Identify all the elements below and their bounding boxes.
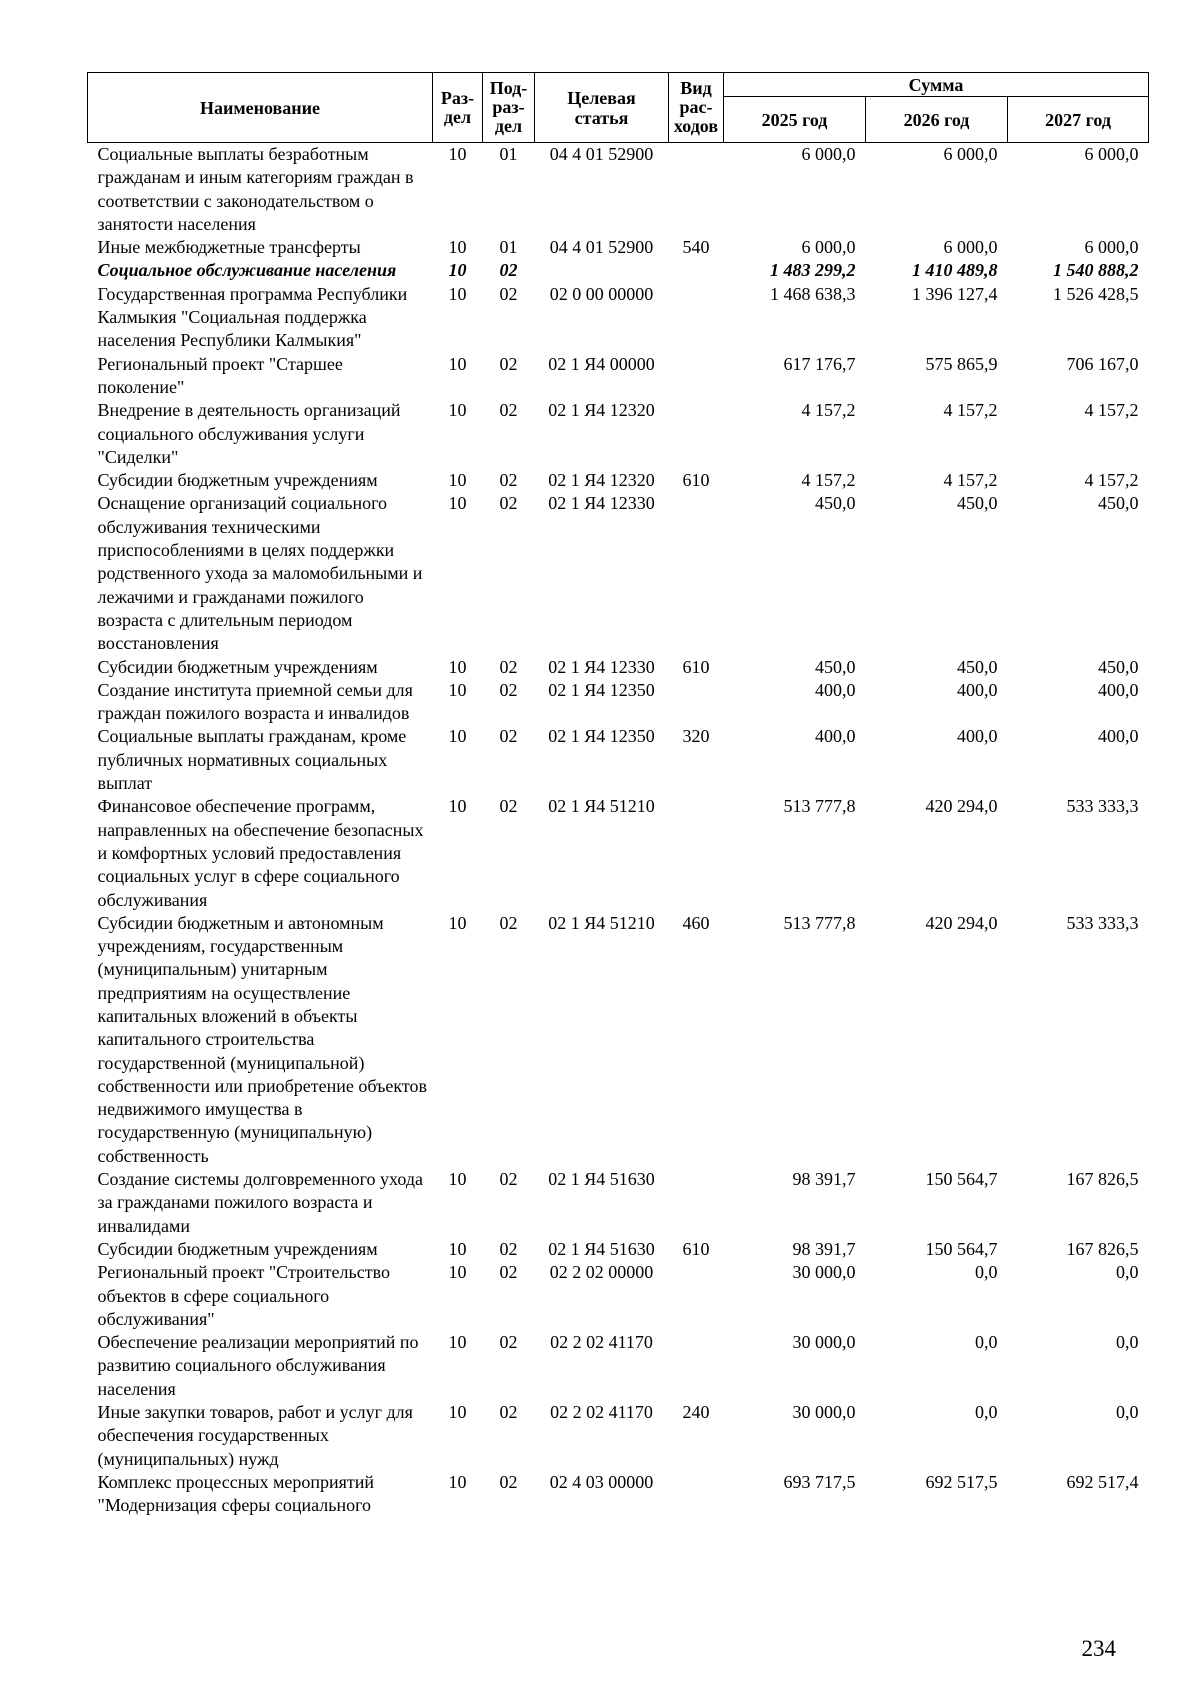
cell-target-article: 02 1 Я4 12330 — [548, 656, 655, 677]
header-razdel: Раз- дел — [433, 73, 483, 143]
cell-target-article — [535, 259, 669, 282]
cell-sum-2025: 30 000,0 — [792, 1262, 856, 1283]
cell-target-article: 02 1 Я4 12330 — [548, 493, 655, 514]
cell-sum-2026: 400,0 — [957, 726, 998, 747]
cell-sum-2025: 450,0 — [815, 656, 856, 677]
cell-target-article: 02 0 00 00000 — [549, 283, 654, 304]
cell-name: Субсидии бюджетным и автономным учреждениям, государственным (муниципальным) унитарным предприятиям на осуществление капитальных вложений в объекты капитального строительства государственной (муниципальной) собственности или приобретение объектов недвижимого имущества в государственную (муниципальную) собственность — [97, 912, 428, 1166]
cell-sum-2026: 0,0 — [975, 1262, 998, 1283]
cell-sum-2025: 6 000,0 — [801, 237, 856, 258]
table-row — [88, 492, 1149, 655]
table-header — [88, 73, 1149, 143]
cell-podrazdel: 02 — [499, 353, 518, 374]
cell-sum-2027: 0,0 — [1116, 1332, 1139, 1353]
table-row — [88, 259, 1149, 282]
cell-sum-2025: 513 777,8 — [783, 796, 856, 817]
cell-target-article: 02 1 Я4 51210 — [548, 912, 655, 933]
table-row — [88, 1471, 1149, 1518]
table-row — [88, 1238, 1149, 1261]
cell-razdel: 10 — [448, 912, 467, 933]
cell-target-article: 02 2 02 41170 — [550, 1332, 653, 1353]
cell-sum-2026: 0,0 — [975, 1332, 998, 1353]
cell-sum-2027: 400,0 — [1098, 726, 1139, 747]
cell-target-article: 02 4 03 00000 — [549, 1471, 654, 1492]
cell-expense-type: 610 — [682, 656, 710, 677]
table-row — [88, 725, 1149, 795]
cell-name: Субсидии бюджетным учреждениям — [97, 656, 378, 677]
cell-sum-2027: 6 000,0 — [1084, 237, 1139, 258]
cell-sum-2027: 4 157,2 — [1084, 470, 1139, 491]
cell-sum-2026: 4 157,2 — [943, 470, 998, 491]
table-row — [88, 912, 1149, 1168]
page-number: 234 — [1081, 1636, 1116, 1661]
cell-name: Оснащение организаций социального обслуживания техническими приспособлениями в целях поддержки родственного ухода за маломобильными и лежачими и гражданами пожилого возраста с длительным периодом восстановления — [97, 493, 423, 654]
cell-sum-2027: 450,0 — [1098, 656, 1139, 677]
cell-expense-type — [669, 399, 724, 469]
cell-sum-2026: 1 410 489,8 — [912, 260, 998, 281]
cell-razdel: 10 — [448, 237, 467, 258]
cell-name: Комплекс процессных мероприятий "Модернизация сферы социального — [97, 1471, 375, 1516]
cell-name: Региональный проект "Строительство объектов в сфере социального обслуживания" — [97, 1262, 390, 1329]
table-body — [88, 143, 1149, 1518]
cell-sum-2025: 693 717,5 — [783, 1471, 856, 1492]
cell-razdel: 10 — [448, 1471, 467, 1492]
cell-target-article: 02 1 Я4 12350 — [548, 679, 655, 700]
cell-expense-type — [669, 353, 724, 400]
cell-name: Обеспечение реализации мероприятий по развитию социального обслуживания населения — [97, 1332, 419, 1399]
cell-sum-2025: 617 176,7 — [783, 353, 856, 374]
cell-target-article: 04 4 01 52900 — [549, 144, 654, 164]
cell-razdel: 10 — [448, 1238, 467, 1259]
cell-target-article: 02 2 02 00000 — [549, 1262, 654, 1283]
table-row — [88, 236, 1149, 259]
cell-name: Создание института приемной семьи для граждан пожилого возраста и инвалидов — [97, 679, 413, 724]
table-row — [88, 143, 1149, 237]
header-sum: Сумма — [724, 73, 1149, 97]
cell-sum-2027: 400,0 — [1098, 679, 1139, 700]
cell-sum-2026: 400,0 — [957, 679, 998, 700]
cell-target-article: 02 1 Я4 12350 — [548, 726, 655, 747]
cell-sum-2026: 420 294,0 — [925, 912, 998, 933]
cell-sum-2027: 1 540 888,2 — [1053, 260, 1139, 281]
cell-sum-2027: 533 333,3 — [1066, 796, 1139, 817]
cell-podrazdel: 02 — [499, 1332, 518, 1353]
cell-sum-2026: 6 000,0 — [943, 144, 998, 164]
cell-podrazdel: 01 — [499, 237, 518, 258]
cell-expense-type — [669, 679, 724, 726]
cell-podrazdel: 02 — [499, 1262, 518, 1283]
cell-target-article: 04 4 01 52900 — [549, 237, 654, 258]
cell-razdel: 10 — [448, 656, 467, 677]
table-row — [88, 1168, 1149, 1238]
cell-sum-2026: 0,0 — [975, 1402, 998, 1423]
cell-target-article: 02 2 02 41170 — [550, 1402, 653, 1423]
cell-sum-2026: 150 564,7 — [925, 1169, 998, 1190]
cell-podrazdel: 02 — [499, 260, 518, 281]
cell-name: Региональный проект "Старшее поколение" — [97, 353, 343, 397]
cell-podrazdel: 02 — [499, 679, 518, 700]
cell-sum-2027: 692 517,4 — [1066, 1471, 1139, 1492]
cell-name: Социальные выплаты гражданам, кроме публичных нормативных социальных выплат — [97, 726, 407, 794]
cell-name: Социальное обслуживание населения — [97, 260, 397, 281]
cell-razdel: 10 — [448, 1402, 467, 1423]
cell-razdel: 10 — [448, 1262, 467, 1283]
cell-podrazdel: 02 — [499, 283, 518, 304]
cell-expense-type — [669, 492, 724, 655]
cell-sum-2025: 400,0 — [815, 679, 856, 700]
header-year-2026: 2026 год — [866, 97, 1008, 143]
cell-podrazdel: 02 — [499, 1402, 518, 1423]
cell-sum-2027: 533 333,3 — [1066, 912, 1139, 933]
cell-expense-type: 320 — [682, 726, 710, 747]
budget-table — [87, 72, 1149, 1518]
cell-sum-2026: 575 865,9 — [925, 353, 998, 374]
cell-sum-2026: 4 157,2 — [943, 400, 998, 421]
cell-target-article: 02 1 Я4 12320 — [548, 470, 655, 491]
cell-sum-2027: 706 167,0 — [1066, 353, 1139, 374]
header-podrazdel: Под- раз- дел — [483, 73, 535, 143]
cell-name: Субсидии бюджетным учреждениям — [97, 470, 378, 491]
cell-sum-2027: 1 526 428,5 — [1053, 283, 1139, 304]
cell-expense-type — [669, 143, 724, 237]
cell-name: Создание системы долговременного ухода за гражданами пожилого возраста и инвалидами — [97, 1169, 423, 1236]
cell-expense-type: 460 — [682, 912, 710, 933]
cell-razdel: 10 — [448, 1332, 467, 1353]
header-expense-type: Вид рас- ходов — [669, 73, 724, 143]
cell-sum-2027: 450,0 — [1098, 493, 1139, 514]
cell-podrazdel: 02 — [499, 493, 518, 514]
cell-razdel: 10 — [448, 400, 467, 421]
cell-razdel: 10 — [448, 144, 467, 164]
header-year-2027: 2027 год — [1008, 97, 1149, 143]
cell-razdel: 10 — [448, 726, 467, 747]
cell-expense-type — [669, 795, 724, 911]
cell-sum-2027: 167 826,5 — [1066, 1238, 1139, 1259]
cell-target-article: 02 1 Я4 00000 — [548, 353, 655, 374]
cell-razdel: 10 — [448, 796, 467, 817]
cell-razdel: 10 — [448, 260, 467, 281]
cell-sum-2025: 30 000,0 — [792, 1402, 856, 1423]
table-row — [88, 353, 1149, 400]
cell-sum-2025: 98 391,7 — [792, 1238, 856, 1259]
cell-expense-type — [669, 283, 724, 353]
table-row — [88, 399, 1149, 469]
cell-sum-2025: 400,0 — [815, 726, 856, 747]
table-row — [88, 1331, 1149, 1401]
cell-name: Иные межбюджетные трансферты — [97, 237, 361, 258]
cell-razdel: 10 — [448, 470, 467, 491]
header-name: Наименование — [88, 73, 433, 143]
cell-name: Финансовое обеспечение программ, направленных на обеспечение безопасных и комфортных условий предоставления социальных услуг в сфере социального обслуживания — [97, 796, 424, 910]
cell-razdel: 10 — [448, 679, 467, 700]
cell-sum-2025: 4 157,2 — [801, 400, 856, 421]
cell-name: Государственная программа Республики Калмыкия "Социальная поддержка населения Республики Калмыкия" — [97, 283, 408, 351]
cell-sum-2025: 30 000,0 — [792, 1332, 856, 1353]
cell-podrazdel: 02 — [499, 726, 518, 747]
cell-name: Внедрение в деятельность организаций социального обслуживания услуги "Сиделки" — [97, 400, 401, 467]
cell-sum-2026: 420 294,0 — [925, 796, 998, 817]
cell-sum-2026: 450,0 — [957, 656, 998, 677]
header-target-article: Целевая статья — [535, 73, 669, 143]
cell-sum-2027: 6 000,0 — [1084, 144, 1139, 164]
cell-podrazdel: 01 — [499, 144, 518, 164]
cell-sum-2026: 150 564,7 — [925, 1238, 998, 1259]
cell-razdel: 10 — [448, 493, 467, 514]
cell-expense-type — [669, 1168, 724, 1238]
cell-podrazdel: 02 — [499, 1471, 518, 1492]
cell-expense-type: 540 — [682, 237, 710, 258]
table-row — [88, 1261, 1149, 1331]
cell-expense-type — [669, 259, 724, 282]
cell-expense-type — [669, 1471, 724, 1518]
cell-sum-2025: 4 157,2 — [801, 470, 856, 491]
cell-expense-type: 610 — [682, 1238, 710, 1259]
cell-target-article: 02 1 Я4 51210 — [548, 796, 655, 817]
cell-target-article: 02 1 Я4 51630 — [548, 1169, 655, 1190]
cell-sum-2027: 4 157,2 — [1084, 400, 1139, 421]
cell-sum-2025: 6 000,0 — [801, 144, 856, 164]
header-year-2025: 2025 год — [724, 97, 866, 143]
cell-expense-type: 610 — [682, 470, 710, 491]
cell-sum-2026: 6 000,0 — [943, 237, 998, 258]
cell-podrazdel: 02 — [499, 470, 518, 491]
table-row — [88, 1401, 1149, 1471]
cell-podrazdel: 02 — [499, 1238, 518, 1259]
budget-table-container — [87, 72, 1148, 1518]
cell-target-article: 02 1 Я4 12320 — [548, 400, 655, 421]
cell-razdel: 10 — [448, 1169, 467, 1190]
cell-podrazdel: 02 — [499, 400, 518, 421]
cell-sum-2027: 167 826,5 — [1066, 1169, 1139, 1190]
cell-target-article: 02 1 Я4 51630 — [548, 1238, 655, 1259]
cell-sum-2025: 450,0 — [815, 493, 856, 514]
table-row — [88, 679, 1149, 726]
cell-podrazdel: 02 — [499, 912, 518, 933]
cell-expense-type: 240 — [682, 1402, 710, 1423]
cell-name: Субсидии бюджетным учреждениям — [97, 1238, 378, 1259]
cell-podrazdel: 02 — [499, 1169, 518, 1190]
cell-sum-2025: 513 777,8 — [783, 912, 856, 933]
table-row — [88, 283, 1149, 353]
table-row — [88, 469, 1149, 492]
cell-sum-2025: 98 391,7 — [792, 1169, 856, 1190]
table-row — [88, 656, 1149, 679]
cell-sum-2025: 1 483 299,2 — [770, 260, 856, 281]
cell-razdel: 10 — [448, 283, 467, 304]
cell-podrazdel: 02 — [499, 656, 518, 677]
cell-sum-2026: 692 517,5 — [925, 1471, 998, 1492]
cell-sum-2026: 450,0 — [957, 493, 998, 514]
cell-name: Социальные выплаты безработным гражданам и иным категориям граждан в соответствии с законодательством о занятости населения — [97, 144, 414, 234]
cell-sum-2025: 1 468 638,3 — [770, 283, 856, 304]
cell-sum-2026: 1 396 127,4 — [912, 283, 998, 304]
cell-podrazdel: 02 — [499, 796, 518, 817]
cell-name: Иные закупки товаров, работ и услуг для обеспечения государственных (муниципальных) нужд — [97, 1402, 413, 1469]
cell-sum-2027: 0,0 — [1116, 1262, 1139, 1283]
cell-razdel: 10 — [448, 353, 467, 374]
cell-expense-type — [669, 1331, 724, 1401]
table-row — [88, 795, 1149, 911]
cell-expense-type — [669, 1261, 724, 1331]
cell-sum-2027: 0,0 — [1116, 1402, 1139, 1423]
